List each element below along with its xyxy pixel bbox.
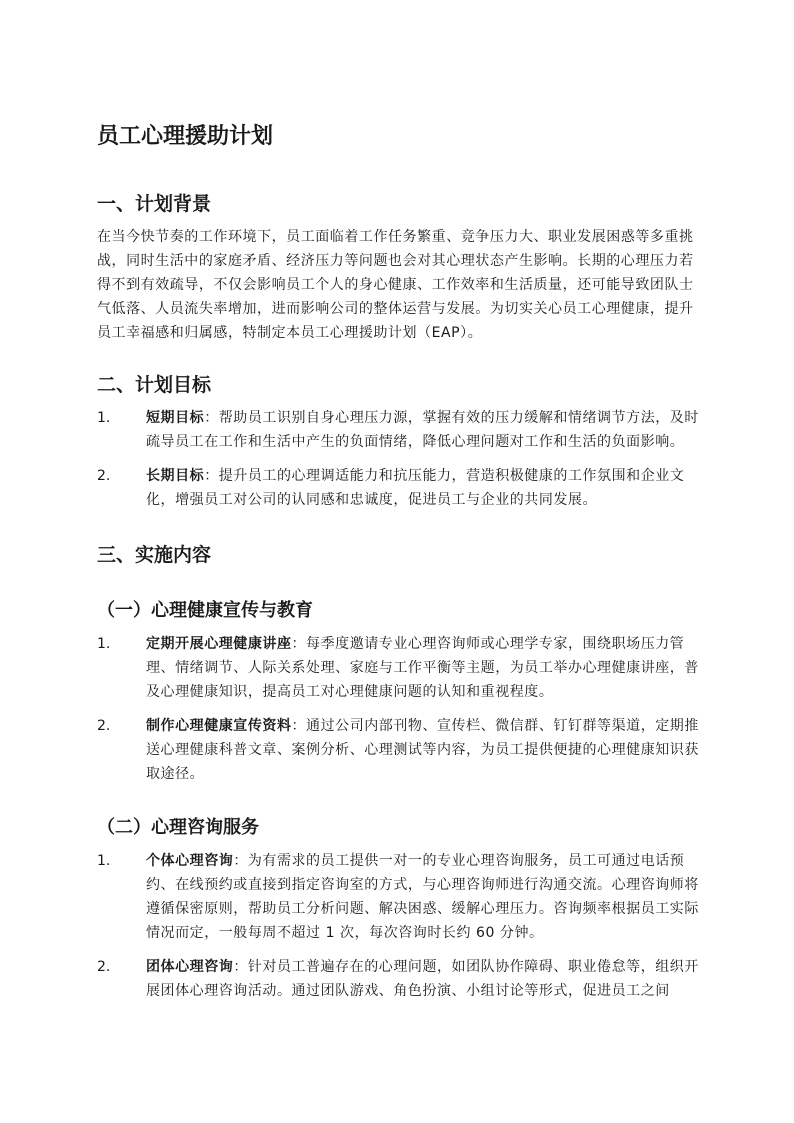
list-item-number: 2. — [97, 959, 111, 975]
list-item — [97, 406, 700, 454]
section-heading-background: 一、计划背景 — [97, 193, 212, 215]
list-item — [97, 464, 700, 512]
list-item-number: 1. — [97, 636, 111, 652]
document-title: 员工心理援助计划 — [97, 124, 274, 149]
list-item-term: 定期开展心理健康讲座 — [146, 636, 292, 652]
section-heading-goals: 二、计划目标 — [97, 374, 212, 396]
list-item-number: 1. — [97, 853, 111, 869]
list-item-text: ：帮助员工识别自身心理压力源，掌握有效的压力缓解和情绪调节方法，及时疏导员工在工作和生活中产生的负面情绪，降低心理问题对工作和生活的负面影响。 — [146, 410, 699, 450]
list-item-text: ：为有需求的员工提供一对一的专业心理咨询服务，员工可通过电话预约、在线预约或直接到指定咨询室的方式，与心理咨询师进行沟通交流。心理咨询师将遵循保密原则，帮助员工分析问题、解决困惑、缓解心理压力。咨询频率根据员工实际情况而定，一般每周不超过 1 次，每次咨询时长约 60 分钟。 — [146, 853, 699, 941]
background-paragraph: 在当今快节奏的工作环境下，员工面临着工作任务繁重、竞争压力大、职业发展困惑等多重挑战，同时生活中的家庭矛盾、经济压力等问题也会对其心理状态产生影响。长期的心理压力若得不到有效疏导，不仅会影响员工个人的身心健康、工作效率和生活质量，还可能导致团队士气低落、人员流失率增加，进而影响公司的整体运营与发展。为切实关心员工心理健康，提升员工幸福感和归属感，特制定本员工心理援助计划（EAP）。 — [97, 229, 694, 341]
list-item — [97, 632, 700, 704]
list-item — [97, 955, 700, 1003]
list-item-term: 短期目标 — [146, 410, 205, 426]
subsection-heading-counseling: （二）心理咨询服务 — [97, 817, 259, 838]
list-item-text: ：通过公司内部刊物、宣传栏、微信群、钉钉群等渠道，定期推送心理健康科普文章、案例分析、心理测试等内容，为员工提供便捷的心理健康知识获取途径。 — [146, 718, 699, 782]
document-page — [97, 118, 700, 1013]
list-item — [97, 849, 700, 945]
subsection-heading-education: （一）心理健康宣传与教育 — [97, 600, 313, 621]
goals-list — [97, 406, 700, 512]
list-item-text: ：提升员工的心理调适能力和抗压能力，营造积极健康的工作氛围和企业文化，增强员工对公司的认同感和忠诚度，促进员工与企业的共同发展。 — [146, 468, 685, 508]
list-item-term: 制作心理健康宣传资料 — [146, 718, 292, 734]
list-item-text: ：每季度邀请专业心理咨询师或心理学专家，围绕职场压力管理、情绪调节、人际关系处理、家庭与工作平衡等主题，为员工举办心理健康讲座，普及心理健康知识，提高员工对心理健康问题的认知和重视程度。 — [146, 636, 699, 700]
list-item-term: 长期目标 — [146, 468, 205, 484]
list-item-number: 1. — [97, 410, 111, 426]
list-item-number: 2. — [97, 468, 111, 484]
education-list — [97, 632, 700, 786]
list-item — [97, 714, 700, 786]
list-item-number: 2. — [97, 718, 111, 734]
counseling-list — [97, 849, 700, 1003]
list-item-term: 团体心理咨询 — [146, 959, 234, 975]
list-item-term: 个体心理咨询 — [146, 853, 234, 869]
list-item-text: ：针对员工普遍存在的心理问题，如团队协作障碍、职业倦怠等，组织开展团体心理咨询活动。通过团队游戏、角色扮演、小组讨论等形式，促进员工之间 — [146, 959, 699, 999]
section-heading-implementation: 三、实施内容 — [97, 544, 212, 566]
